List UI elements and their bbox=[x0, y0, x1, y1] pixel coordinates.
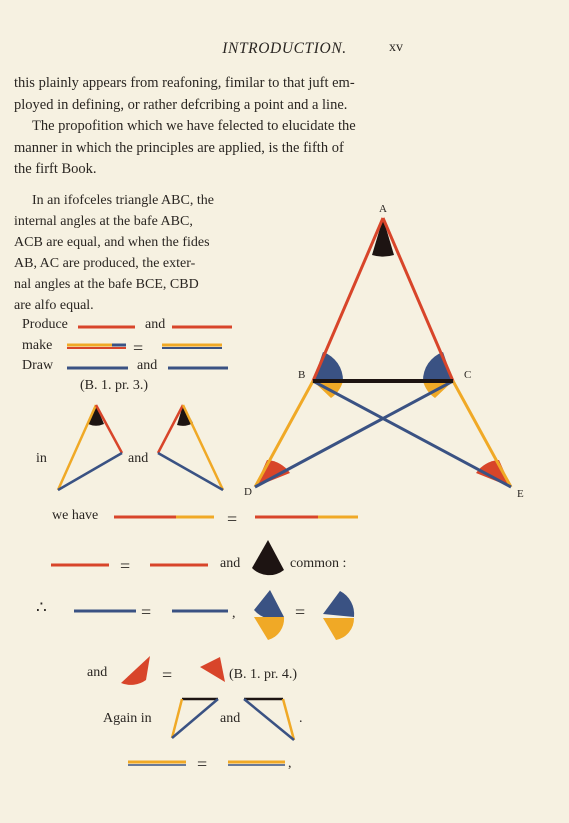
vertex-label-d: D bbox=[244, 486, 252, 498]
label-and: and bbox=[128, 451, 149, 466]
theorem-line: In an ifofceles triangle ABC, the bbox=[32, 193, 214, 208]
paragraph-1-line-1: this plainly appears from reafoning, fimilar to that juft em- bbox=[14, 75, 355, 91]
red-angle-left-icon bbox=[121, 656, 150, 685]
small-triangle-left bbox=[58, 405, 122, 490]
we-have-equals: = bbox=[227, 509, 238, 529]
label-draw: Draw bbox=[22, 358, 54, 373]
page-number: xv bbox=[389, 40, 403, 55]
paragraph-2-line-2: manner in which the principles are applied, is the fifth of bbox=[14, 139, 344, 156]
label-produce: Produce bbox=[22, 317, 68, 332]
comma: , bbox=[288, 756, 292, 771]
theorem-line: internal angles at the bafe ABC, bbox=[14, 214, 193, 229]
equals-sign: = bbox=[141, 602, 152, 622]
label-we-have: we have bbox=[52, 508, 99, 523]
side-ab bbox=[313, 218, 383, 381]
equals-sign: = bbox=[295, 602, 306, 622]
angle-figure-left bbox=[172, 699, 218, 738]
label-again-in: Again in bbox=[103, 711, 152, 726]
theorem-line: ACB are equal, and when the fides bbox=[14, 235, 210, 250]
label-common: common : bbox=[290, 556, 347, 571]
red-angle-right-icon bbox=[200, 657, 225, 682]
label-and: and bbox=[137, 358, 158, 373]
reference-b1-pr3: (B. 1. pr. 3.) bbox=[80, 378, 149, 393]
common-angle-icon bbox=[252, 540, 284, 575]
comma: , bbox=[232, 606, 236, 621]
equals-sign: = bbox=[120, 556, 131, 576]
vertex-label-b: B bbox=[298, 369, 306, 381]
angle-pair-right-icon bbox=[323, 591, 354, 640]
main-figure bbox=[244, 203, 524, 500]
therefore-symbol: ∴ bbox=[36, 598, 47, 617]
theorem-line: nal angles at the bafe BCE, CBD bbox=[14, 277, 199, 292]
equals-sign: = bbox=[197, 754, 208, 774]
angle-acb-fill bbox=[423, 352, 453, 381]
theorem-line: AB, AC are produced, the exter- bbox=[14, 256, 196, 271]
paragraph-2-line-1: The propofition which we have felected to elucidate the bbox=[32, 118, 356, 134]
paragraph-1-line-2: ployed in defining, or rather defcribing a point and a line. bbox=[14, 96, 348, 113]
vertex-label-e: E bbox=[517, 488, 524, 500]
small-triangle-right bbox=[158, 405, 223, 490]
side-ac bbox=[383, 218, 453, 381]
vertex-label-c: C bbox=[464, 369, 472, 381]
label-and: and bbox=[220, 711, 241, 726]
equals-sign: = bbox=[162, 665, 173, 685]
angle-figure-right bbox=[244, 699, 294, 740]
paragraph-2-line-3: the firft Book. bbox=[14, 161, 97, 177]
angle-abc-fill bbox=[313, 352, 343, 381]
angle-pair-left-icon bbox=[254, 590, 284, 640]
header-title: INTRODUCTION. bbox=[222, 40, 347, 57]
theorem-line: are alfo equal. bbox=[14, 298, 94, 313]
reference-b1-pr4: (B. 1. pr. 4.) bbox=[229, 667, 298, 682]
label-and: and bbox=[145, 317, 166, 332]
label-and: and bbox=[220, 556, 241, 571]
label-in: in bbox=[36, 451, 47, 466]
period: . bbox=[299, 711, 303, 726]
label-and: and bbox=[87, 665, 108, 680]
make-equals: = bbox=[133, 338, 144, 358]
vertex-label-a: A bbox=[379, 203, 387, 215]
label-make: make bbox=[22, 338, 53, 353]
